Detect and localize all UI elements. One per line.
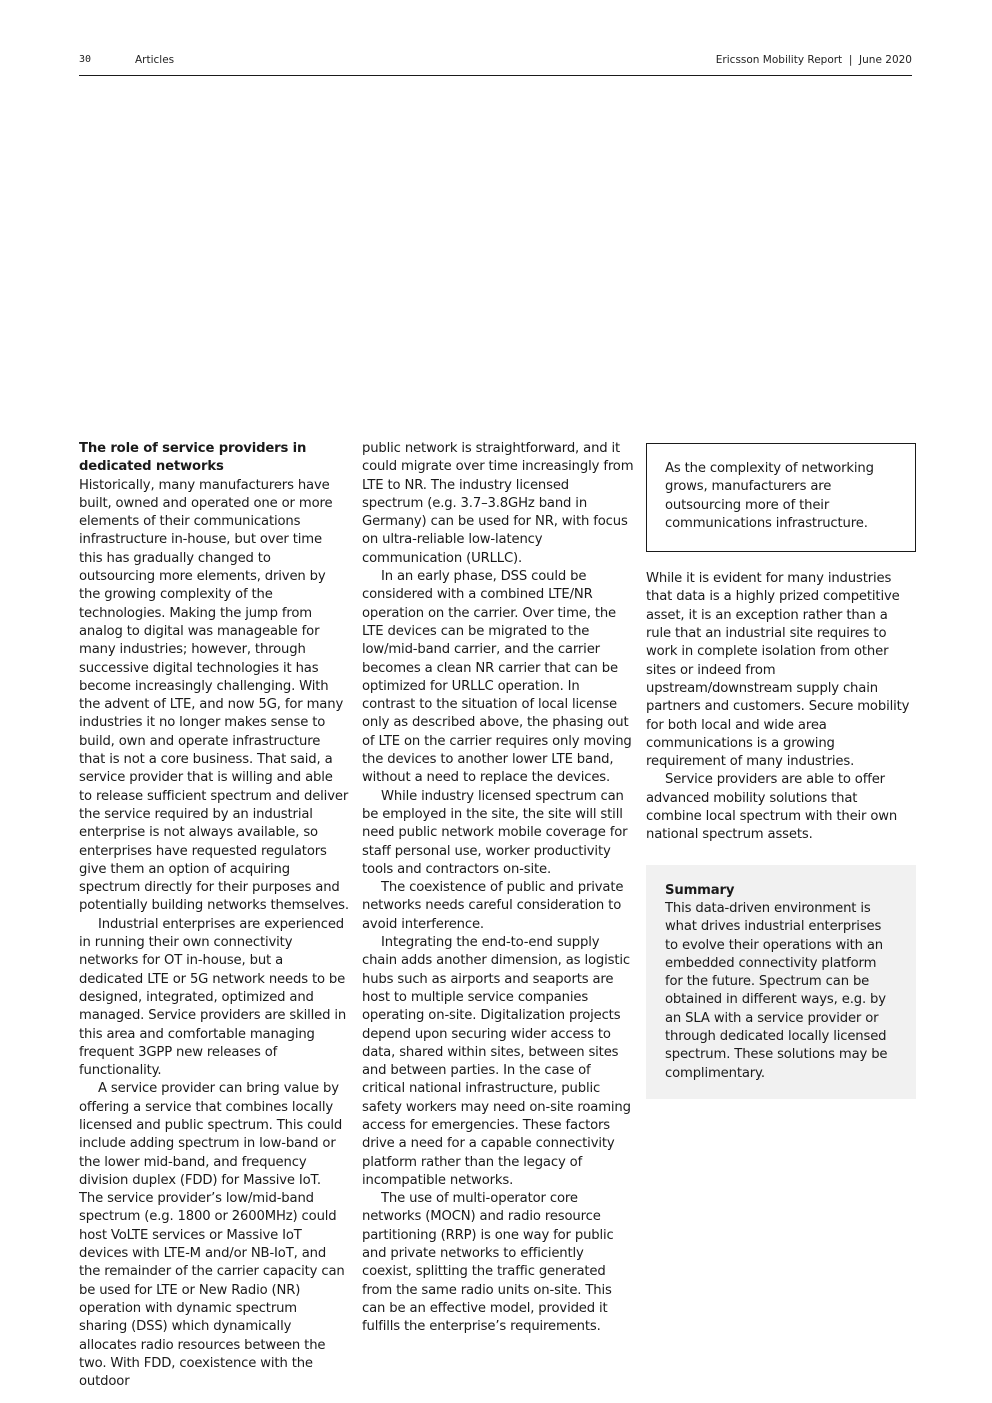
- section-label: Articles: [135, 54, 175, 66]
- article-column-2: [362, 440, 634, 1337]
- paragraph: The use of multi-operator core networks (MOCN) and radio resource partitioning (RRP) is one way for public and private networks to efficiently coexist, splitting the traffic generated from the same radio units on-site. This can be an effective model, provided it fulfills the enterprise’s requirements.: [362, 1191, 614, 1335]
- paragraph: Integrating the end-to-end supply chain adds another dimension, as logistic hubs such as airports and seaports are host to multiple service companies operating on-site. Digitalization projects depend upon securing wider access to data, shared within sites, between sites and between parties. In the case of critical national infrastructure, public safety workers may need on-site roaming access for emergencies. These factors drive a need for a capable connectivity platform rather than the legacy of incompatible networks.: [362, 935, 631, 1188]
- paragraph: In an early phase, DSS could be considered with a combined LTE/NR operation on the carrier. Over time, the LTE devices can be migrated to the low/mid-band carrier, and the carrier becomes a clean NR carrier that can be optimized for URLLC operation. In contrast to the situation of local license only as described above, the phasing out of LTE on the carrier requires only moving the devices to another lower LTE band, without a need to replace the devices.: [362, 569, 632, 786]
- paragraph: The coexistence of public and private networks needs careful consideration to avoid interference.: [362, 880, 624, 932]
- article-column-3: [646, 440, 916, 1099]
- paragraph: Industrial enterprises are experienced in running their own connectivity networks for OT in-house, but a dedicated LTE or 5G network needs to be designed, integrated, optimized and managed. Service providers are skilled in this area and comfortable managing frequent 3GPP new releases of functionality.: [79, 916, 347, 1079]
- paragraph: While industry licensed spectrum can be employed in the site, the site will still need public network mobile coverage for staff personal use, worker productivity tools and contractors on-site.: [362, 788, 628, 877]
- paragraph: While it is evident for many industries that data is a highly prized competitive asset, it is an exception rather than a rule that an industrial site requires to work in complete isolation from other sites or indeed from upstream/downstream supply chain partners and customers. Secure mobility for both local and wide area communications is a growing requirement of many industries.: [646, 571, 910, 770]
- summary-title: Summary: [665, 882, 735, 898]
- header-rule: [79, 75, 912, 76]
- pull-quote-box: [646, 443, 916, 552]
- pull-quote-text: As the complexity of networking grows, manufacturers are outsourcing more of their communications infrastructure.: [665, 461, 874, 531]
- paragraph: public network is straightforward, and it could migrate over time increasingly from LTE to NR. The industry licensed spectrum (e.g. 3.7–3.8GHz band in Germany) can be used for NR, with focus on ultra-reliable low-latency communication (URLLC).: [362, 441, 634, 566]
- paragraph: Historically, many manufacturers have built, owned and operated one or more elements of their communications infrastructure in-house, but over time this has gradually changed to outsourcing more elements, driven by the growing complexity of the technologies. Making the jump from analog to digital was manageable for many industries; however, through successive digital technologies it has become increasingly challenging. With the advent of LTE, and now 5G, for many industries it no longer makes sense to build, own and operate infrastructure that is not a core business. That said, a service provider that is willing and able to release sufficient spectrum and deliver the service required by an industrial enterprise is not always available, so enterprises have requested regulators give them an option of acquiring spectrum directly for their purposes and potentially building networks themselves.: [79, 477, 349, 914]
- page-number: 30: [79, 54, 92, 65]
- article-column-1: [79, 440, 349, 1391]
- summary-box: [646, 865, 916, 1099]
- summary-text: This data-driven environment is what drives industrial enterprises to evolve their operations with an embedded connectivity platform for the future. Spectrum can be obtained in different ways, e.g. by an SLA with a service provider or through dedicated locally licensed spectrum. These solutions may be complimentary.: [665, 900, 888, 1081]
- paragraph: Service providers are able to offer advanced mobility solutions that combine local spectrum with their own national spectrum assets.: [646, 772, 898, 843]
- section-heading: The role of service providers in dedicated networks: [79, 441, 307, 475]
- paragraph: A service provider can bring value by offering a service that combines locally licensed and public spectrum. This could include adding spectrum in low-band or the lower mid-band, and frequency division duplex (FDD) for Massive IoT. The service provider’s low/mid-band spectrum (e.g. 1800 or 2600MHz) could host VoLTE services or Massive IoT devices with LTE-M and/or NB-IoT, and the remainder of the carrier capacity can be used for LTE or New Radio (NR) operation with dynamic spectrum sharing (DSS) which dynamically allocates radio resources between the two. With FDD, coexistence with the outdoor: [79, 1081, 345, 1390]
- publication-title: Ericsson Mobility Report | June 2020: [715, 54, 912, 66]
